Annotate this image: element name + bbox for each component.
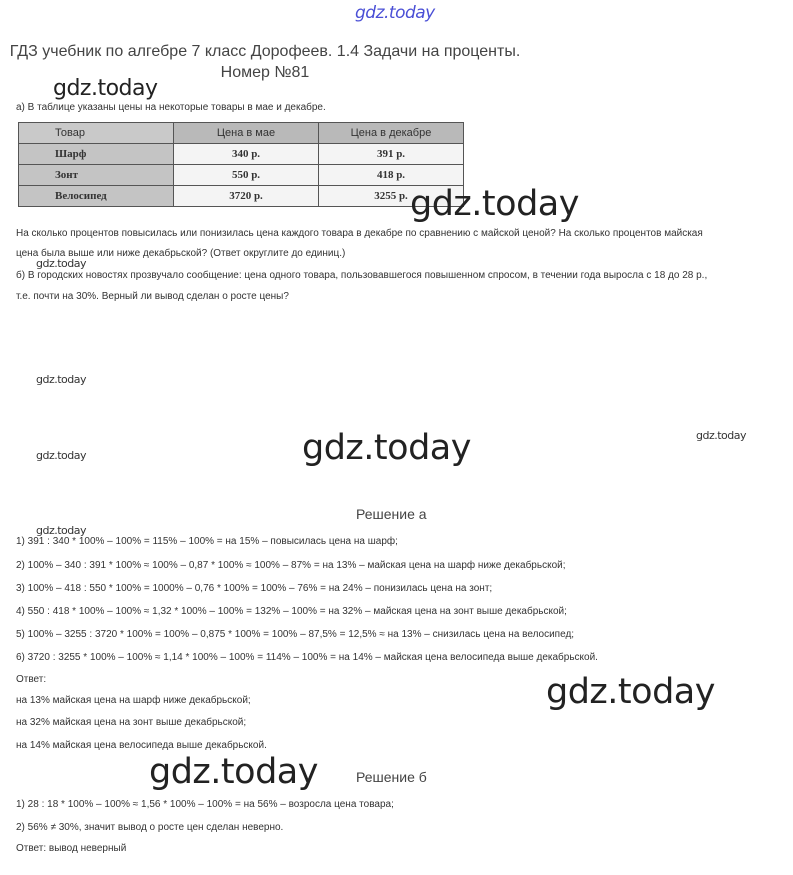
watermark: gdz.today [696, 429, 747, 442]
watermark: gdz.today [149, 752, 318, 792]
table-cell-price-dec: 418 р. [319, 165, 464, 186]
table-cell-price-may: 550 р. [174, 165, 319, 186]
table-cell-item: Зонт [19, 165, 174, 186]
solution-b-heading: Решение б [356, 769, 427, 785]
answer-label: Ответ: [16, 674, 47, 685]
site-link[interactable]: gdz.today [355, 3, 435, 23]
watermark: gdz.today [546, 672, 715, 712]
part-b-line: т.е. почти на 30%. Верный ли вывод сделан о росте цены? [16, 291, 289, 302]
watermark: gdz.today [410, 184, 579, 224]
question-line: цена была выше или ниже декабрьской? (Ответ округлите до единиц.) [16, 248, 346, 259]
table-row [19, 144, 464, 165]
answer-line: Ответ: вывод неверный [16, 843, 127, 854]
watermark: gdz.today [36, 524, 87, 537]
watermark: gdz.today [36, 257, 87, 270]
solution-a-heading: Решение а [356, 506, 427, 522]
table-cell-item: Велосипед [19, 186, 174, 207]
watermark: gdz.today [53, 76, 158, 101]
table-header-cell: Цена в мае [174, 123, 319, 144]
table-row [19, 165, 464, 186]
table-row [19, 186, 464, 207]
solution-step: 5) 100% – 3255 : 3720 * 100% = 100% – 0,875 * 100% = 100% – 87,5% = 12,5% ≈ на 13% – снизилась цена на велосипед; [16, 629, 575, 640]
watermark: gdz.today [302, 428, 471, 468]
solution-step: 3) 100% – 418 : 550 * 100% = 1000% – 0,76 * 100% = 100% – 76% = на 24% – понизилась цена на зонт; [16, 583, 493, 594]
part-a-intro: а) В таблице указаны цены на некоторые товары в мае и декабре. [16, 102, 326, 113]
table-header-cell: Товар [19, 123, 174, 144]
solution-step: 4) 550 : 418 * 100% – 100% ≈ 1,32 * 100% – 100% = 132% – 100% = на 32% – майская цена на зонт выше декабрьской; [16, 606, 567, 617]
part-b-line: б) В городских новостях прозвучало сообщение: цена одного товара, пользовавшегося повышенном спросом, в течении года выросла с 18 до 28 р., [16, 270, 708, 281]
watermark: gdz.today [36, 373, 87, 386]
solution-step: 2) 56% ≠ 30%, значит вывод о росте цен сделан неверно. [16, 822, 284, 833]
question-line: На сколько процентов повысилась или понизилась цена каждого товара в декабре по сравнению с майской ценой? На сколько процентов майская [16, 228, 703, 239]
page-title: ГДЗ учебник по алгебре 7 класс Дорофеев. 1.4 Задачи на проценты. Номер №81 [9, 43, 521, 81]
table-cell-price-may: 340 р. [174, 144, 319, 165]
answer-line: на 13% майская цена на шарф ниже декабрьской; [16, 695, 251, 706]
watermark: gdz.today [36, 449, 87, 462]
answer-line: на 32% майская цена на зонт выше декабрьской; [16, 717, 247, 728]
answer-line: на 14% майская цена велосипеда выше декабрьской. [16, 740, 267, 751]
table-header-cell: Цена в декабре [319, 123, 464, 144]
solution-step: 6) 3720 : 3255 * 100% – 100% ≈ 1,14 * 100% – 100% = 114% – 100% = на 14% – майская цена велосипеда выше декабрьской. [16, 652, 598, 663]
solution-step: 1) 391 : 340 * 100% – 100% = 115% – 100% = на 15% – повысилась цена на шарф; [16, 536, 398, 547]
solution-step: 2) 100% – 340 : 391 * 100% ≈ 100% – 0,87 * 100% ≈ 100% – 87% = на 13% – майская цена на шарф ниже декабрьской; [16, 560, 566, 571]
solution-step: 1) 28 : 18 * 100% – 100% ≈ 1,56 * 100% – 100% = на 56% – возросла цена товара; [16, 799, 394, 810]
table-cell-price-may: 3720 р. [174, 186, 319, 207]
table-cell-item: Шарф [19, 144, 174, 165]
table-cell-price-dec: 3255 р. [319, 186, 464, 207]
price-table [18, 122, 464, 207]
table-header-row [19, 123, 464, 144]
table-cell-price-dec: 391 р. [319, 144, 464, 165]
